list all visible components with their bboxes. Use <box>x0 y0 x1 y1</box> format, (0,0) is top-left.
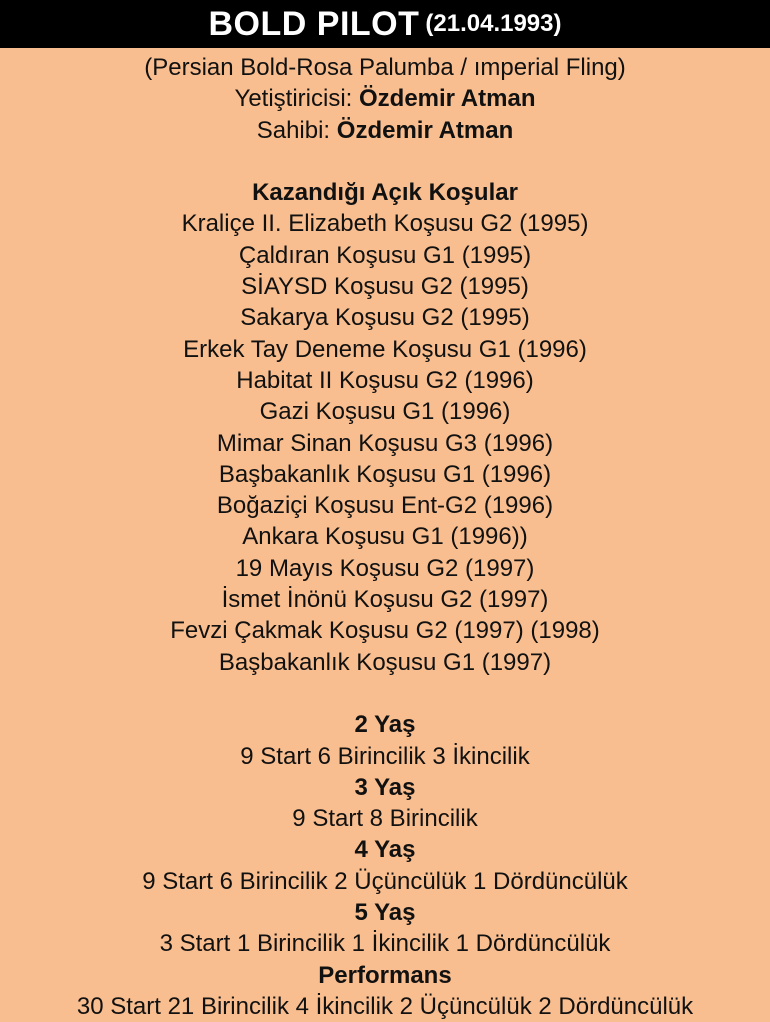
win-item: Ankara Koşusu G1 (1996)) <box>242 523 528 551</box>
age-5-record: 3 Start 1 Birincilik 1 İkincilik 1 Dördüncülük <box>159 930 611 958</box>
wins-heading: Kazandığı Açık Koşular <box>252 179 518 207</box>
win-item: Habitat II Koşusu G2 (1996) <box>236 366 534 394</box>
breeder-value: Özdemir Atman <box>359 85 536 113</box>
win-item: Çaldıran Koşusu G1 (1995) <box>238 241 532 269</box>
age-2-heading: 2 Yaş <box>354 711 416 739</box>
breeder-label: Yetiştiricisi: <box>234 85 353 113</box>
horse-name: BOLD PILOT <box>208 4 420 43</box>
win-item: Gazi Koşusu G1 (1996) <box>259 398 511 426</box>
age-2-record: 9 Start 6 Birincilik 3 İkincilik <box>240 742 530 770</box>
pedigree: (Persian Bold-Rosa Palumba / ımperial Fling) <box>144 54 626 81</box>
spacer <box>0 678 770 709</box>
win-item: Erkek Tay Deneme Koşusu G1 (1996) <box>183 335 587 363</box>
win-item: İsmet İnönü Koşusu G2 (1997) <box>221 586 549 614</box>
win-item: 19 Mayıs Koşusu G2 (1997) <box>235 554 535 582</box>
age-3-record: 9 Start 8 Birincilik <box>292 805 478 833</box>
win-item: Fevzi Çakmak Koşusu G2 (1997) (1998) <box>170 617 600 645</box>
owner-value: Özdemir Atman <box>336 116 514 144</box>
profile-content <box>0 48 770 1022</box>
win-item: Mimar Sinan Koşusu G3 (1996) <box>216 429 554 457</box>
breeder-line <box>0 83 770 114</box>
age-4-heading: 4 Yaş <box>354 836 416 864</box>
performance-record: 30 Start 21 Birincilik 4 İkincilik 2 Üçüncülük 2 Dördüncülük <box>76 992 694 1020</box>
win-item: Sakarya Koşusu G2 (1995) <box>240 304 530 332</box>
win-item: Başbakanlık Koşusu G1 (1997) <box>218 648 552 676</box>
win-item: Boğaziçi Koşusu Ent-G2 (1996) <box>216 492 554 520</box>
title-bar <box>0 0 770 48</box>
age-5-heading: 5 Yaş <box>354 899 416 927</box>
owner-line <box>0 115 770 146</box>
wins-list <box>0 208 770 677</box>
win-item: SİAYSD Koşusu G2 (1995) <box>241 273 529 301</box>
birth-date: (21.04.1993) <box>425 10 562 37</box>
owner-label: Sahibi: <box>256 116 331 144</box>
spacer <box>0 146 770 177</box>
performance-heading: Performans <box>318 961 452 989</box>
age-3-heading: 3 Yaş <box>354 773 416 801</box>
win-item: Başbakanlık Koşusu G1 (1996) <box>218 460 552 488</box>
age-4-record: 9 Start 6 Birincilik 2 Üçüncülük 1 Dördüncülük <box>142 867 628 895</box>
win-item: Kraliçe II. Elizabeth Koşusu G2 (1995) <box>181 210 589 238</box>
